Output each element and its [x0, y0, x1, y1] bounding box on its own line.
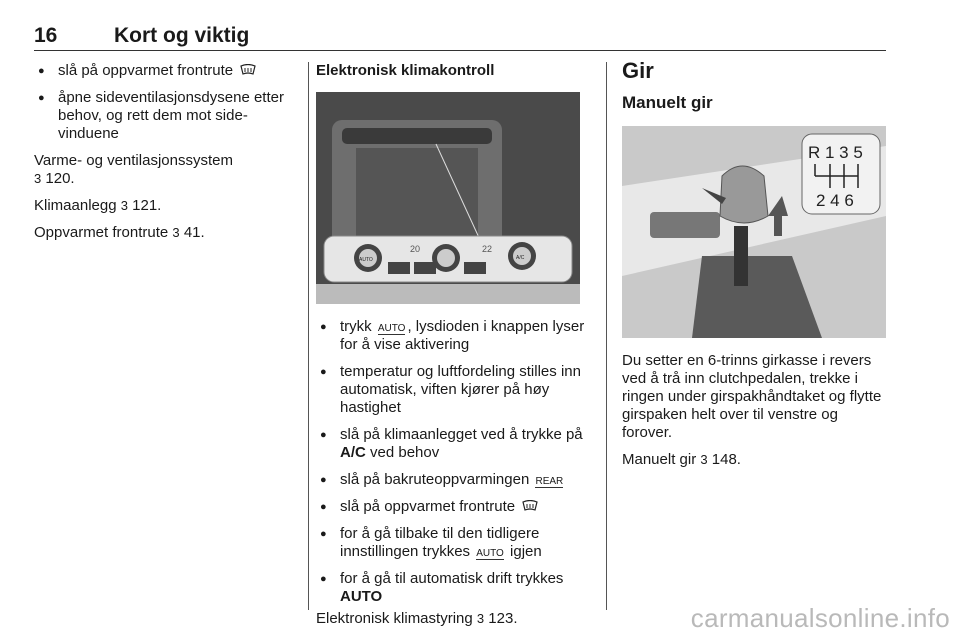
page-header: [34, 22, 886, 51]
gear-pattern-bottom: 2 4 6: [816, 191, 854, 210]
bullet-item: ● slå på oppvarmet frontrute: [34, 62, 302, 80]
manual-gear-illustration: [622, 126, 886, 338]
cross-reference[interactable]: Manuelt gir 3 148.: [622, 451, 741, 468]
column-2: [316, 62, 592, 628]
page-ref-arrow-icon: 3: [120, 198, 128, 213]
cross-reference[interactable]: Oppvarmet frontrute 3 41.: [34, 224, 205, 241]
paragraph: Du setter en 6-trinns girkasse i revers ved å trå inn clutchpedalen, trekke i ringen under girspakhåndtaket og flytte girspaken helt over til venstre og forover.: [622, 352, 882, 441]
column-3: [622, 58, 888, 469]
bullet-item: ● slå på oppvarmet frontrute: [316, 498, 592, 516]
page-ref-arrow-icon: 3: [34, 171, 42, 186]
page-ref-arrow-icon: 3: [172, 225, 180, 240]
windscreen-heat-icon: [240, 64, 256, 76]
section-heading: Gir: [622, 58, 654, 83]
bullet-item: ● slå på bakruteoppvarmingen REAR: [316, 471, 592, 489]
bullet-item: ● åpne sideventilasjonsdysene etter behov, og rett dem mot sidevinduene: [34, 89, 302, 143]
page-title: Kort og viktig: [114, 24, 250, 47]
watermark: carmanualsonline.info: [690, 603, 950, 633]
climate-control-illustration: [316, 92, 580, 304]
bullet-item: ● trykk AUTO , lysdioden i knappen lyser for å vise aktivering: [316, 318, 592, 354]
panel-auto-label: AUTO: [359, 257, 373, 263]
windscreen-heat-icon: [522, 500, 538, 512]
gear-pattern-top: R 1 3 5: [808, 143, 863, 162]
bullet-item: ● temperatur og luftfordeling stilles inn automatisk, viften kjører på høy hastighet: [316, 363, 592, 417]
bullet-item: ● slå på klimaanlegget ved å trykke på A/C ved behov: [316, 426, 592, 462]
auto-button-icon: AUTO: [476, 548, 504, 559]
rear-window-heat-icon: REAR: [535, 476, 564, 487]
cross-reference[interactable]: Klimaanlegg 3 121.: [34, 197, 162, 214]
subsection-heading: Manuelt gir: [622, 93, 713, 112]
auto-button-icon: AUTO: [377, 323, 406, 334]
column-divider: [308, 62, 309, 610]
column-1: [34, 62, 302, 251]
page-ref-arrow-icon: 3: [476, 611, 485, 626]
panel-ac-label: A/C: [516, 255, 525, 261]
cross-reference[interactable]: Elektronisk klimastyring 3 123.: [316, 610, 518, 627]
page-number: 16: [34, 24, 58, 47]
section-heading: Elektronisk klimakontroll: [316, 62, 495, 79]
bullet-item: ● for å gå tilbake til den tidligere innstillingen trykkes AUTO igjen: [316, 525, 592, 561]
panel-right-temp: 22: [482, 244, 493, 254]
column-divider: [606, 62, 607, 610]
page-ref-arrow-icon: 3: [700, 452, 708, 467]
cross-reference[interactable]: Varme- og ventilasjonssystem 3 120.: [34, 152, 233, 187]
panel-left-temp: 20: [410, 244, 421, 254]
bullet-item: ● for å gå til automatisk drift trykkes AUTO: [316, 570, 592, 606]
